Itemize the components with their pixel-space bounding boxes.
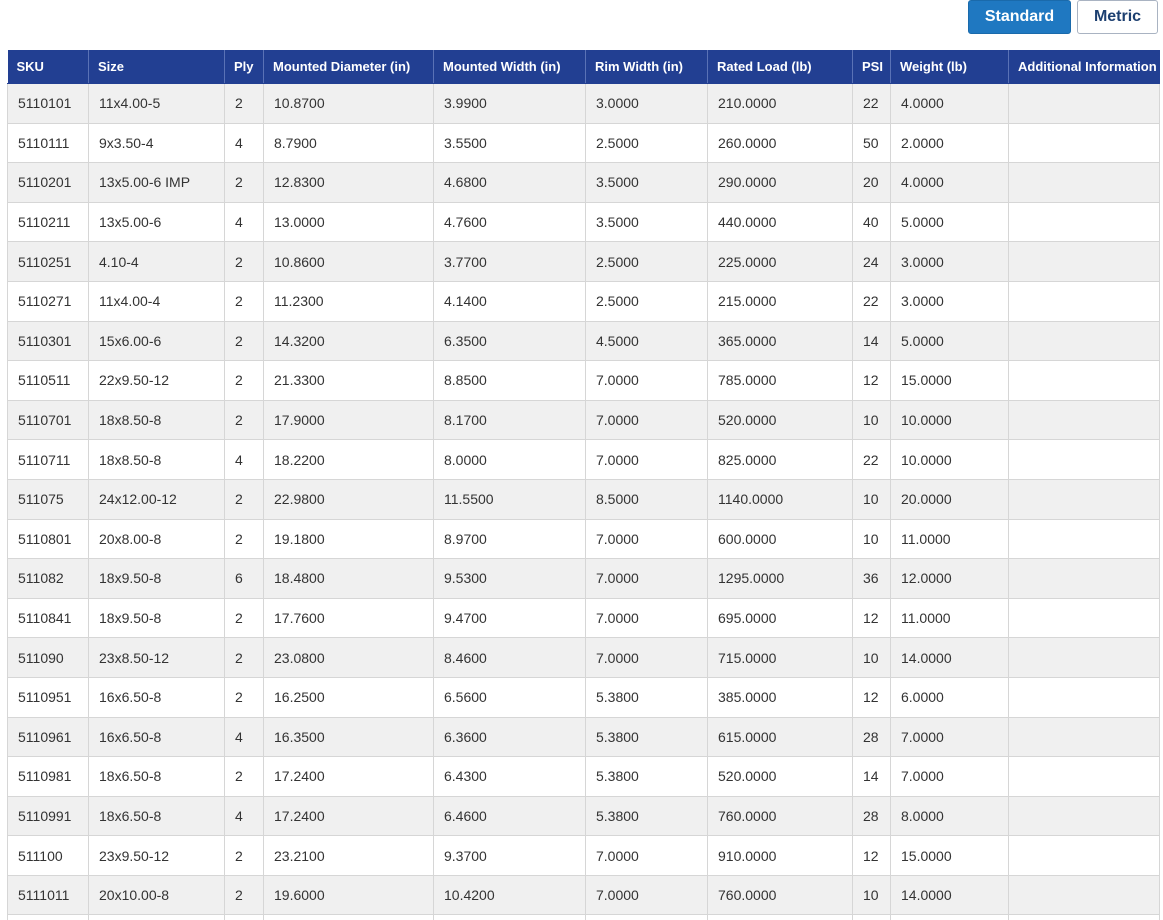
mounted-width-cell: 6.5600 [434,677,586,717]
rim-width-cell: 3.5000 [586,202,708,242]
sku-cell[interactable]: 5110251 [8,242,89,282]
ply-cell: 2 [225,638,264,678]
rated-load-cell: 440.0000 [708,202,853,242]
weight-cell: 12.0000 [891,559,1009,599]
size-cell: 18x8.50-8 [89,440,225,480]
mounted-diameter-cell: 19.1800 [264,519,434,559]
size-cell: 20x8.00-8 [89,519,225,559]
rim-width-cell: 2.5000 [586,281,708,321]
additional-information-cell [1009,242,1160,282]
additional-information-cell [1009,400,1160,440]
weight-cell: 6.0000 [891,677,1009,717]
size-cell: 23x9.50-12 [89,836,225,876]
psi-cell: 40 [853,202,891,242]
sku-cell[interactable] [8,915,89,920]
weight-cell: 7.0000 [891,757,1009,797]
rated-load-cell: 225.0000 [708,242,853,282]
rim-width-cell: 5.3800 [586,796,708,836]
additional-information-cell [1009,717,1160,757]
additional-information-cell [1009,361,1160,401]
mounted-diameter-cell: 23.0800 [264,638,434,678]
size-cell: 13x5.00-6 IMP [89,163,225,203]
mounted-diameter-cell: 17.2400 [264,757,434,797]
weight-cell: 11.0000 [891,598,1009,638]
standard-units-button[interactable]: Standard [968,0,1071,34]
size-cell: 9x3.50-4 [89,123,225,163]
sku-cell[interactable]: 5110111 [8,123,89,163]
weight-cell: 8.0000 [891,796,1009,836]
mounted-diameter-cell: 23.2100 [264,836,434,876]
rated-load-cell: 760.0000 [708,875,853,915]
mounted-width-cell: 9.5300 [434,559,586,599]
weight-cell: 10.0000 [891,440,1009,480]
rated-load-cell: 600.0000 [708,519,853,559]
column-header-mounted-width[interactable]: Mounted Width (in) [434,50,586,84]
ply-cell: 2 [225,361,264,401]
table-row [8,163,1160,203]
ply-cell: 2 [225,281,264,321]
rated-load-cell: 615.0000 [708,717,853,757]
mounted-width-cell: 8.8500 [434,361,586,401]
weight-cell: 4.0000 [891,84,1009,124]
psi-cell: 20 [853,163,891,203]
sku-cell[interactable]: 5111011 [8,875,89,915]
table-row [8,123,1160,163]
ply-cell: 2 [225,598,264,638]
size-cell: 16x6.50-8 [89,717,225,757]
rim-width-cell: 5.3800 [586,757,708,797]
size-cell [89,915,225,920]
column-header-rim-width[interactable]: Rim Width (in) [586,50,708,84]
rim-width-cell: 4.5000 [586,321,708,361]
psi-cell: 50 [853,123,891,163]
ply-cell: 2 [225,163,264,203]
ply-cell: 6 [225,559,264,599]
mounted-diameter-cell: 10.8700 [264,84,434,124]
sku-cell[interactable]: 5110701 [8,400,89,440]
unit-toggle [968,0,1158,34]
table-row [8,321,1160,361]
mounted-width-cell: 9.3700 [434,836,586,876]
additional-information-cell [1009,202,1160,242]
mounted-diameter-cell: 11.2300 [264,281,434,321]
mounted-diameter-cell: 16.2500 [264,677,434,717]
ply-cell: 4 [225,717,264,757]
psi-cell: 28 [853,796,891,836]
psi-cell: 12 [853,598,891,638]
mounted-diameter-cell: 18.2200 [264,440,434,480]
weight-cell: 11.0000 [891,519,1009,559]
rim-width-cell: 8.5000 [586,479,708,519]
weight-cell: 3.0000 [891,242,1009,282]
mounted-width-cell: 6.3600 [434,717,586,757]
mounted-width-cell: 8.0000 [434,440,586,480]
rim-width-cell: 7.0000 [586,836,708,876]
mounted-width-cell: 8.4600 [434,638,586,678]
psi-cell: 12 [853,677,891,717]
ply-cell: 4 [225,796,264,836]
size-cell: 11x4.00-4 [89,281,225,321]
size-cell: 24x12.00-12 [89,479,225,519]
sku-cell[interactable]: 511100 [8,836,89,876]
mounted-width-cell: 4.1400 [434,281,586,321]
mounted-diameter-cell: 8.7900 [264,123,434,163]
additional-information-cell [1009,875,1160,915]
mounted-diameter-cell: 17.2400 [264,796,434,836]
sku-cell[interactable]: 5110841 [8,598,89,638]
size-cell: 22x9.50-12 [89,361,225,401]
size-cell: 23x8.50-12 [89,638,225,678]
rim-width-cell: 7.0000 [586,638,708,678]
mounted-width-cell: 3.7700 [434,242,586,282]
additional-information-cell [1009,757,1160,797]
mounted-diameter-cell: 22.9800 [264,479,434,519]
size-cell: 18x9.50-8 [89,559,225,599]
table-row [8,440,1160,480]
size-cell: 13x5.00-6 [89,202,225,242]
weight-cell: 3.0000 [891,281,1009,321]
psi-cell: 22 [853,84,891,124]
table-row [8,796,1160,836]
column-header-weight[interactable]: Weight (lb) [891,50,1009,84]
additional-information-cell [1009,440,1160,480]
table-row [8,84,1160,124]
ply-cell: 2 [225,84,264,124]
psi-cell: 12 [853,361,891,401]
ply-cell: 2 [225,875,264,915]
column-header-size[interactable]: Size [89,50,225,84]
rated-load-cell [708,915,853,920]
weight-cell [891,915,1009,920]
sku-cell[interactable]: 5110201 [8,163,89,203]
mounted-diameter-cell: 17.9000 [264,400,434,440]
additional-information-cell [1009,84,1160,124]
mounted-width-cell: 10.4200 [434,875,586,915]
rim-width-cell: 3.0000 [586,84,708,124]
weight-cell: 5.0000 [891,321,1009,361]
rim-width-cell: 2.5000 [586,123,708,163]
size-cell: 18x6.50-8 [89,796,225,836]
sku-cell[interactable]: 5110511 [8,361,89,401]
ply-cell: 2 [225,321,264,361]
column-header-psi[interactable]: PSI [853,50,891,84]
additional-information-cell [1009,281,1160,321]
rated-load-cell: 1140.0000 [708,479,853,519]
ply-cell: 2 [225,677,264,717]
sku-cell[interactable]: 5110211 [8,202,89,242]
table-row [8,361,1160,401]
sku-cell[interactable]: 5110101 [8,84,89,124]
rim-width-cell: 7.0000 [586,519,708,559]
sku-cell[interactable]: 5110301 [8,321,89,361]
additional-information-cell [1009,519,1160,559]
psi-cell: 14 [853,757,891,797]
sku-cell[interactable]: 5110801 [8,519,89,559]
psi-cell: 36 [853,559,891,599]
ply-cell: 2 [225,479,264,519]
additional-information-cell [1009,479,1160,519]
metric-units-button[interactable]: Metric [1077,0,1158,34]
mounted-diameter-cell [264,915,434,920]
table-row [8,638,1160,678]
size-cell: 11x4.00-5 [89,84,225,124]
rim-width-cell [586,915,708,920]
additional-information-cell [1009,638,1160,678]
mounted-width-cell: 3.5500 [434,123,586,163]
size-cell: 18x6.50-8 [89,757,225,797]
psi-cell: 28 [853,717,891,757]
rated-load-cell: 695.0000 [708,598,853,638]
psi-cell: 10 [853,479,891,519]
additional-information-cell [1009,796,1160,836]
table-row [8,202,1160,242]
psi-cell: 22 [853,281,891,321]
column-header-ply[interactable]: Ply [225,50,264,84]
table-row [8,281,1160,321]
weight-cell: 4.0000 [891,163,1009,203]
additional-information-cell [1009,677,1160,717]
mounted-width-cell: 8.1700 [434,400,586,440]
table-row [8,400,1160,440]
weight-cell: 2.0000 [891,123,1009,163]
rated-load-cell: 215.0000 [708,281,853,321]
rated-load-cell: 825.0000 [708,440,853,480]
sku-cell[interactable]: 5110981 [8,757,89,797]
table-row [8,875,1160,915]
column-header-additional-information: Additional Information [1009,50,1160,84]
mounted-width-cell: 3.9900 [434,84,586,124]
rim-width-cell: 2.5000 [586,242,708,282]
rim-width-cell: 7.0000 [586,559,708,599]
rim-width-cell: 5.3800 [586,677,708,717]
ply-cell: 4 [225,123,264,163]
rim-width-cell: 7.0000 [586,440,708,480]
table-row [8,519,1160,559]
sku-cell[interactable]: 511090 [8,638,89,678]
psi-cell: 12 [853,836,891,876]
rated-load-cell: 520.0000 [708,757,853,797]
rated-load-cell: 365.0000 [708,321,853,361]
sku-cell[interactable]: 5110711 [8,440,89,480]
sku-cell[interactable]: 511082 [8,559,89,599]
table-row [8,242,1160,282]
rated-load-cell: 210.0000 [708,84,853,124]
psi-cell: 24 [853,242,891,282]
mounted-diameter-cell: 21.3300 [264,361,434,401]
sku-cell[interactable]: 5110961 [8,717,89,757]
table-row [8,677,1160,717]
table-row [8,559,1160,599]
mounted-width-cell: 8.9700 [434,519,586,559]
ply-cell: 2 [225,836,264,876]
mounted-width-cell: 6.3500 [434,321,586,361]
weight-cell: 14.0000 [891,638,1009,678]
rated-load-cell: 290.0000 [708,163,853,203]
tire-specs-table [7,50,1160,920]
mounted-width-cell: 4.6800 [434,163,586,203]
rated-load-cell: 785.0000 [708,361,853,401]
rated-load-cell: 260.0000 [708,123,853,163]
column-header-mounted-diameter[interactable]: Mounted Diameter (in) [264,50,434,84]
ply-cell: 4 [225,202,264,242]
size-cell: 18x9.50-8 [89,598,225,638]
size-cell: 4.10-4 [89,242,225,282]
table-body [8,84,1160,920]
weight-cell: 5.0000 [891,202,1009,242]
psi-cell: 10 [853,638,891,678]
size-cell: 16x6.50-8 [89,677,225,717]
mounted-diameter-cell: 19.6000 [264,875,434,915]
weight-cell: 20.0000 [891,479,1009,519]
psi-cell: 10 [853,519,891,559]
rim-width-cell: 5.3800 [586,717,708,757]
sku-cell[interactable]: 511075 [8,479,89,519]
ply-cell [225,915,264,920]
table-row [8,757,1160,797]
table-row [8,915,1160,920]
mounted-diameter-cell: 18.4800 [264,559,434,599]
mounted-diameter-cell: 12.8300 [264,163,434,203]
column-header-rated-load[interactable]: Rated Load (lb) [708,50,853,84]
psi-cell: 10 [853,875,891,915]
table-row [8,479,1160,519]
rim-width-cell: 7.0000 [586,361,708,401]
rated-load-cell: 520.0000 [708,400,853,440]
table-row [8,836,1160,876]
weight-cell: 15.0000 [891,836,1009,876]
rated-load-cell: 760.0000 [708,796,853,836]
table-header-row [8,50,1160,84]
mounted-width-cell [434,915,586,920]
ply-cell: 2 [225,242,264,282]
additional-information-cell [1009,163,1160,203]
size-cell: 20x10.00-8 [89,875,225,915]
rim-width-cell: 3.5000 [586,163,708,203]
mounted-diameter-cell: 17.7600 [264,598,434,638]
mounted-width-cell: 6.4600 [434,796,586,836]
additional-information-cell [1009,123,1160,163]
additional-information-cell [1009,915,1160,920]
size-cell: 15x6.00-6 [89,321,225,361]
rated-load-cell: 715.0000 [708,638,853,678]
mounted-diameter-cell: 10.8600 [264,242,434,282]
weight-cell: 7.0000 [891,717,1009,757]
psi-cell: 14 [853,321,891,361]
mounted-diameter-cell: 16.3500 [264,717,434,757]
rated-load-cell: 910.0000 [708,836,853,876]
ply-cell: 2 [225,519,264,559]
column-header-sku[interactable]: SKU [8,50,89,84]
mounted-width-cell: 9.4700 [434,598,586,638]
sku-cell[interactable]: 5110951 [8,677,89,717]
rim-width-cell: 7.0000 [586,875,708,915]
psi-cell [853,915,891,920]
sku-cell[interactable]: 5110271 [8,281,89,321]
additional-information-cell [1009,559,1160,599]
rated-load-cell: 1295.0000 [708,559,853,599]
mounted-width-cell: 6.4300 [434,757,586,797]
rim-width-cell: 7.0000 [586,598,708,638]
weight-cell: 10.0000 [891,400,1009,440]
weight-cell: 14.0000 [891,875,1009,915]
ply-cell: 4 [225,440,264,480]
additional-information-cell [1009,598,1160,638]
table-row [8,717,1160,757]
mounted-width-cell: 4.7600 [434,202,586,242]
mounted-diameter-cell: 13.0000 [264,202,434,242]
additional-information-cell [1009,321,1160,361]
sku-cell[interactable]: 5110991 [8,796,89,836]
size-cell: 18x8.50-8 [89,400,225,440]
psi-cell: 10 [853,400,891,440]
rated-load-cell: 385.0000 [708,677,853,717]
ply-cell: 2 [225,757,264,797]
rim-width-cell: 7.0000 [586,400,708,440]
table-row [8,598,1160,638]
additional-information-cell [1009,836,1160,876]
mounted-diameter-cell: 14.3200 [264,321,434,361]
psi-cell: 22 [853,440,891,480]
mounted-width-cell: 11.5500 [434,479,586,519]
weight-cell: 15.0000 [891,361,1009,401]
ply-cell: 2 [225,400,264,440]
